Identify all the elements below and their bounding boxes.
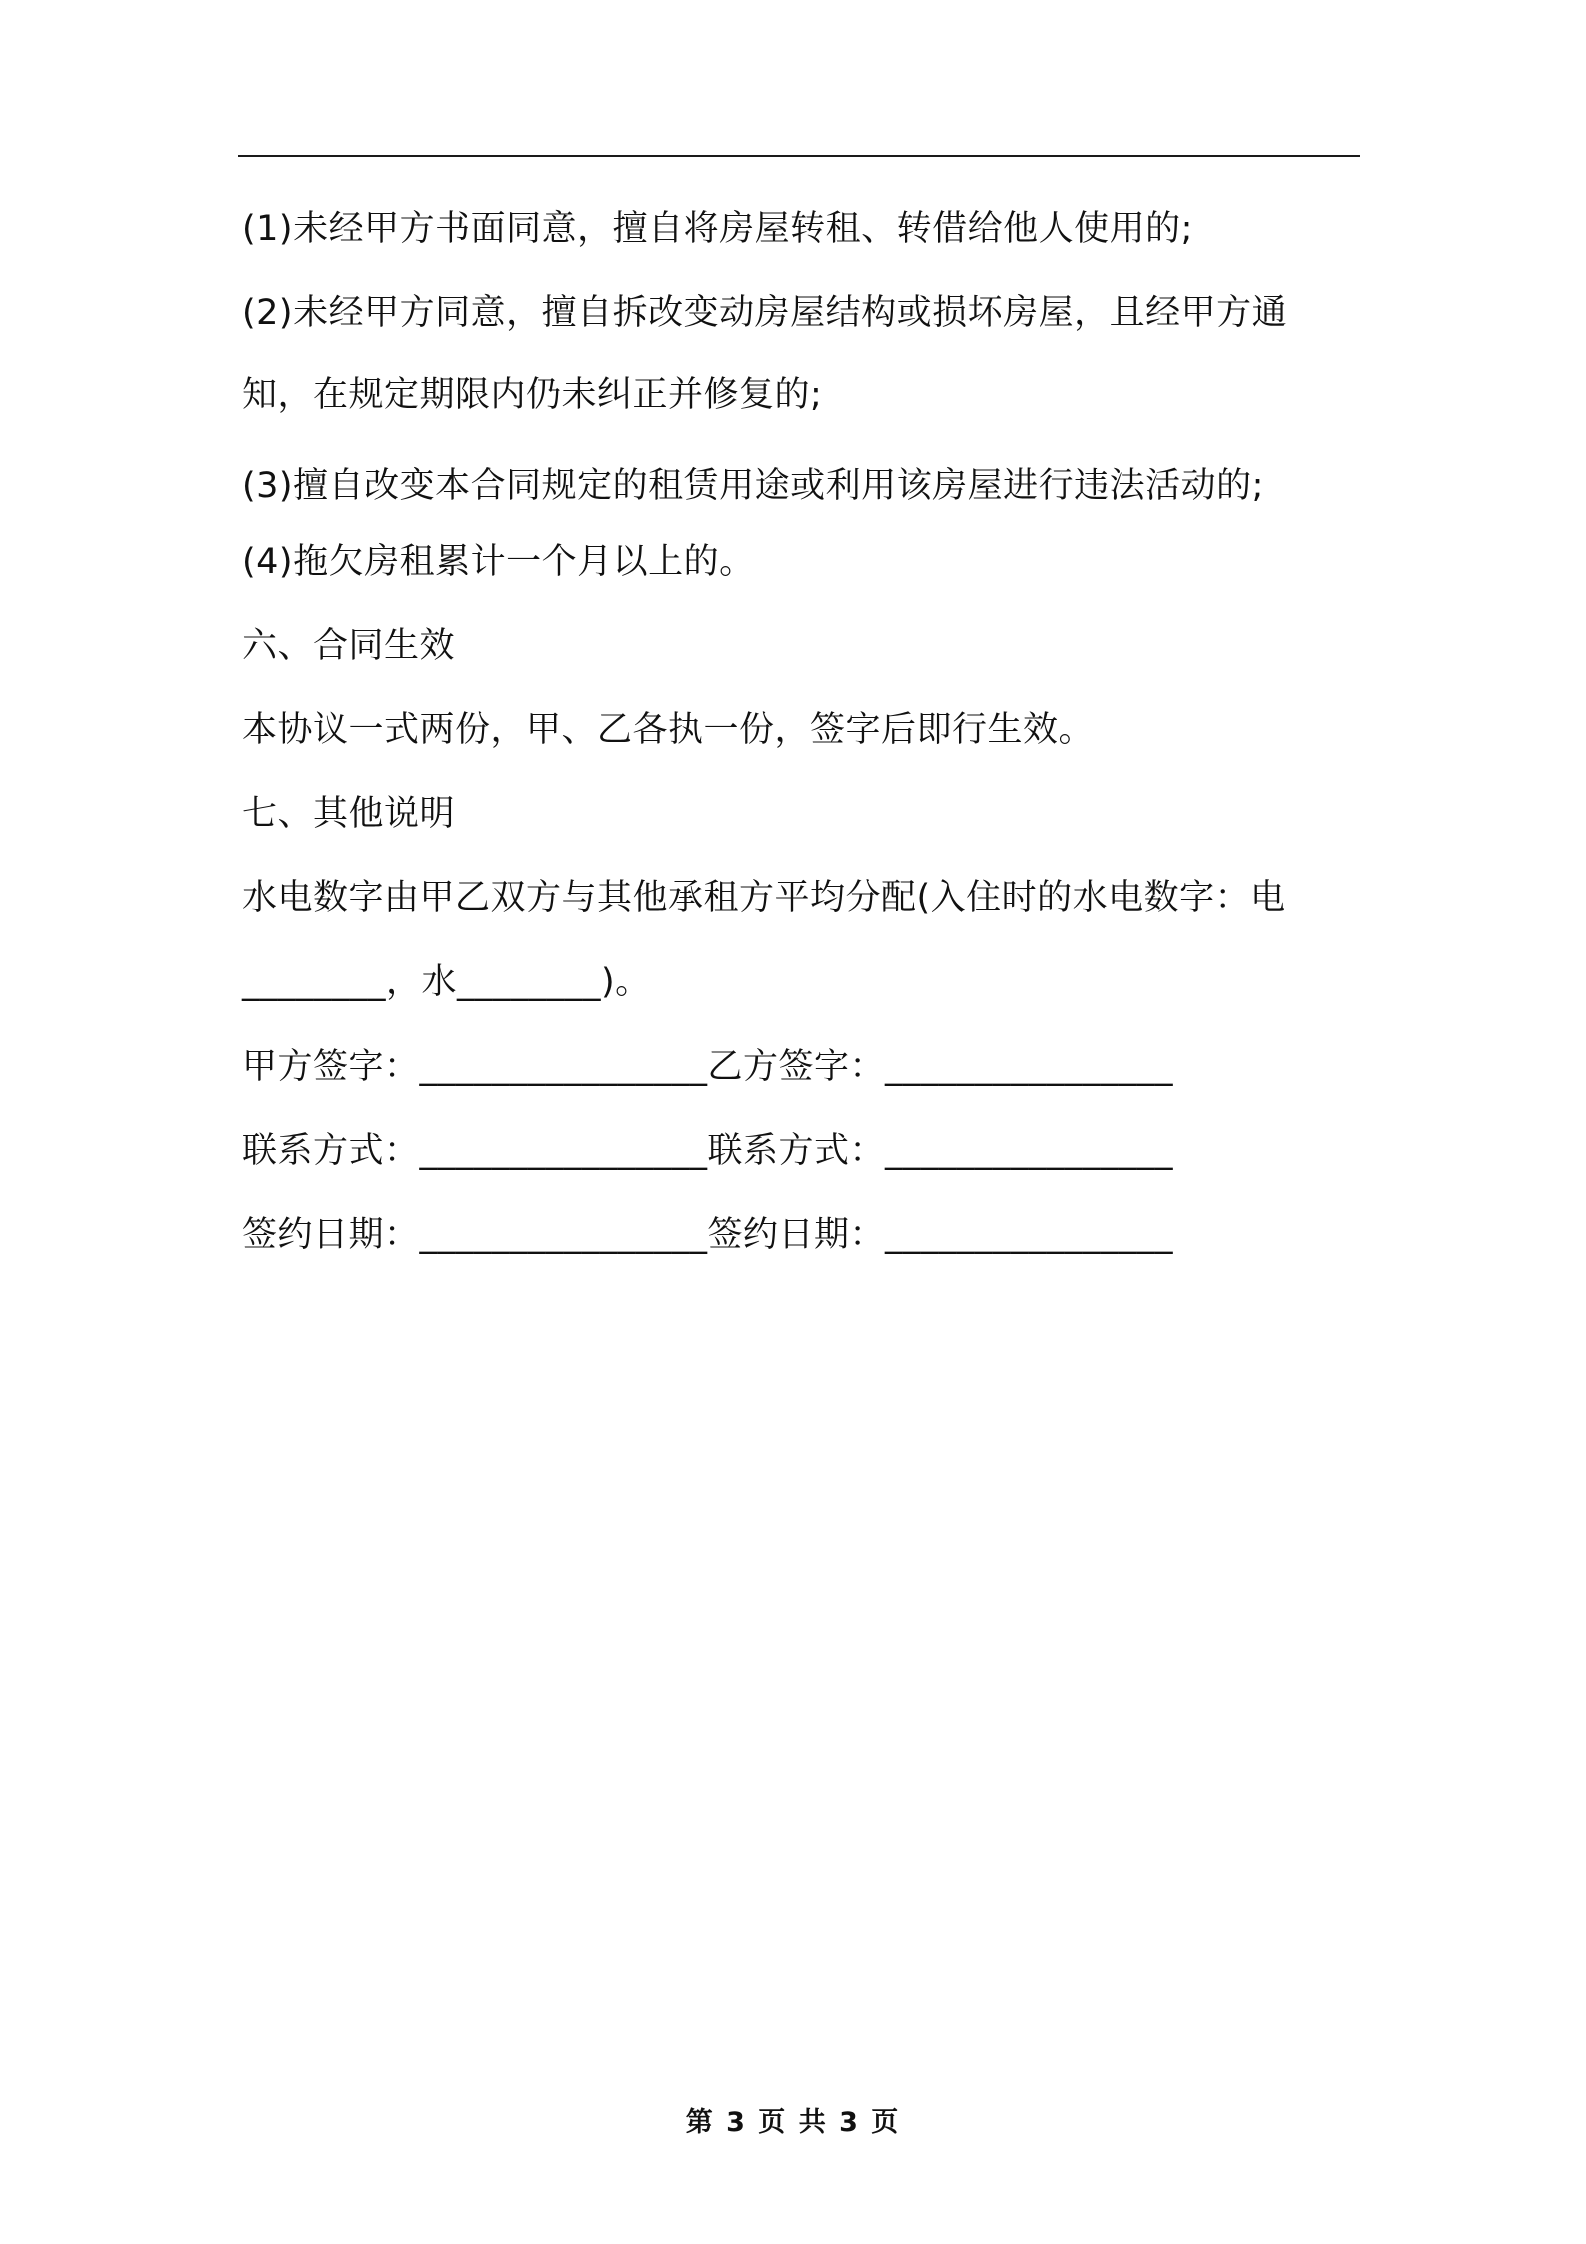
section-7-text-line-2: ________，水________)。 — [242, 962, 651, 1002]
section-6-text: 本协议一式两份，甲、乙各执一份，签字后即行生效。 — [242, 710, 1095, 750]
clause-3: (3)擅自改变本合同规定的租赁用途或利用该房屋进行违法活动的; — [242, 466, 1264, 506]
header-rule — [238, 155, 1360, 157]
signature-row: 甲方签字：________________乙方签字：________________ — [242, 1047, 1174, 1087]
clause-2-line-1: (2)未经甲方同意，擅自拆改变动房屋结构或损坏房屋，且经甲方通 — [242, 293, 1288, 333]
section-heading-6: 六、合同生效 — [242, 626, 456, 666]
date-row: 签约日期：________________签约日期：________________ — [242, 1215, 1174, 1255]
clause-1: (1)未经甲方书面同意，擅自将房屋转租、转借给他人使用的; — [242, 209, 1193, 249]
page-number-footer: 第 3 页 共 3 页 — [685, 2107, 901, 2138]
section-heading-7: 七、其他说明 — [242, 794, 456, 834]
contact-row: 联系方式：________________联系方式：________________ — [242, 1131, 1174, 1171]
section-7-text-line-1: 水电数字由甲乙双方与其他承租方平均分配(入住时的水电数字：电 — [242, 878, 1286, 918]
clause-4: (4)拖欠房租累计一个月以上的。 — [242, 542, 755, 582]
clause-2-line-2: 知，在规定期限内仍未纠正并修复的; — [242, 375, 823, 415]
